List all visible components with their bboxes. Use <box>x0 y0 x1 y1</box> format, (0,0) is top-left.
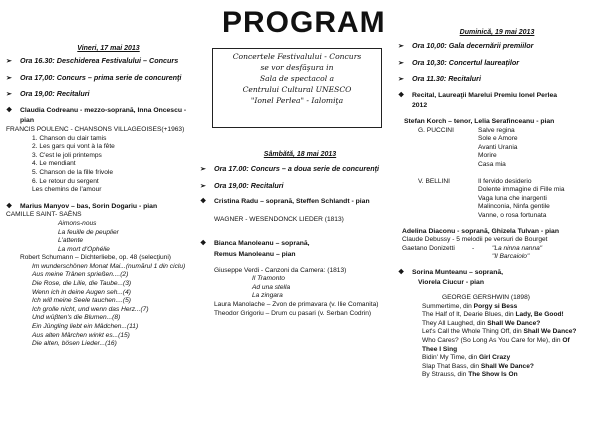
arrow-bullet-icon: ➢ <box>200 180 207 190</box>
program-item: WAGNER - WESENDONCK LIEDER (1813) <box>214 215 344 223</box>
intro-line: Concertele Festivalului - Concurs <box>232 52 362 61</box>
diamond-bullet-icon: ❖ <box>6 106 13 114</box>
performers: ❖ Sorina Munteanu – soprană, <box>398 268 504 276</box>
song-title: Slap That Bass, din <box>422 362 481 370</box>
song: Aimons-nous <box>58 219 97 227</box>
performers: pian <box>20 117 34 125</box>
saturday-column <box>200 150 400 318</box>
intro-line: se vor desfăşura in <box>260 63 334 72</box>
song: 1. Chanson du clair tamis <box>32 134 107 142</box>
show-title: Shall We Dance? <box>480 362 534 370</box>
performers: ❖ Bianca Manoleanu – soprană, <box>200 240 310 248</box>
composer-row <box>398 127 596 136</box>
performers: Viorela Ciucur - pian <box>418 279 484 287</box>
event-item: ➢ Ora 16.30: Deschiderea Festivalului – Concurs <box>6 56 179 65</box>
song: Avanti Urania <box>478 143 518 151</box>
song: Aus meine Tränen spriеßen....(2) <box>32 271 129 279</box>
song: Ich will meine Seele tauchen....(5) <box>32 297 131 305</box>
arrow-bullet-icon: ➢ <box>398 41 405 50</box>
composer: GEORGE GERSHWIN (1898) <box>442 294 530 302</box>
composer: V. BELLINI <box>418 177 451 185</box>
song: Ad una stella <box>252 283 291 291</box>
event-item: ➢ Ora 19,00: Recitaluri <box>6 89 90 99</box>
composer: Robert Schumann – Dichterliebe, op. 48 (selecţiuni) <box>20 254 172 262</box>
composer: FRANCIS POULENC - CHANSONS VILLAGEOISES(+1963) <box>6 125 185 133</box>
song <box>422 328 596 337</box>
composer-row <box>398 245 596 254</box>
diamond-bullet-icon: ❖ <box>200 198 207 206</box>
show-title: Lady, Be Good! <box>515 311 564 319</box>
performers: Stefan Korch – tenor, Lelia Serafinceanu - pian <box>404 117 555 125</box>
recital-title: ❖ Recital, Laureaţii Marelui Premiu Ionel Perlea <box>398 91 558 99</box>
diamond-bullet-icon: ❖ <box>200 240 207 248</box>
event-item: ➢ Ora 17.00: Concurs – a doua serie de concurenţi <box>200 164 379 173</box>
song <box>422 303 596 312</box>
song-title: Summertime, din <box>422 302 474 310</box>
song <box>422 311 596 320</box>
song: 4. Le mendiant <box>32 160 76 168</box>
song-list <box>398 303 596 380</box>
song-title: Bidin' My Time, din <box>422 354 479 362</box>
performers: ❖ Marius Manyov – bas, Sorin Dogariu - pian <box>6 202 158 210</box>
song: Morire <box>478 152 497 160</box>
event-item: ➢ Ora 17,00: Concurs – prima serie de concurenţi <box>6 72 182 82</box>
song: Wenn ich in deine Augen seh...(4) <box>32 288 131 296</box>
diamond-bullet-icon: ❖ <box>6 202 13 210</box>
show-title: Of <box>562 337 570 345</box>
song: Il Tramonto <box>252 275 285 283</box>
song-title: They All Laughed, din <box>422 319 488 327</box>
song: Ein Jüngling liebt ein Mädchen...(11) <box>32 323 139 331</box>
arrow-bullet-icon: ➢ <box>6 72 13 82</box>
song-title: The Half of It, Dearie Blues, din <box>422 311 516 319</box>
composer: G. PUCCINI <box>418 126 454 134</box>
song: Dolente immagine di Fille mia <box>478 186 565 194</box>
arrow-bullet-icon: ➢ <box>6 56 13 65</box>
intro-line: Centrului Cultural UNESCO <box>242 85 352 94</box>
song: Vaga luna che inargenti <box>478 194 547 202</box>
event-item: ➢ Ora 10,30: Concertul laureaţilor <box>398 57 520 67</box>
performers: ❖ Claudia Codreanu - mezzo-soprană, Inna Oncescu - <box>6 106 187 114</box>
song: Casa mia <box>478 160 506 168</box>
diamond-bullet-icon: ❖ <box>398 91 405 99</box>
song: Salve regina <box>478 126 515 134</box>
song: Und wüβten's die Blumen...(8) <box>32 314 121 322</box>
song: 5. Chanson de la fille frivole <box>32 168 114 176</box>
song: La mort d'Ophélie <box>58 245 110 253</box>
friday-column <box>6 44 211 349</box>
arrow-bullet-icon: ➢ <box>200 164 207 173</box>
song: Vanne, o rosa fortunata <box>478 211 547 219</box>
song: L'attente <box>58 237 84 245</box>
song: Il fervido desiderio <box>478 177 532 185</box>
song: La zingara <box>252 292 283 300</box>
page-title: PROGRAM <box>222 6 386 39</box>
composer: Giuseppe Verdi - Canzoni da Camera: (1813) <box>214 266 347 274</box>
diamond-bullet-icon: ❖ <box>398 268 405 276</box>
intro-line: Sala de spectacol a <box>259 74 335 83</box>
song <box>422 371 596 380</box>
event-item: ➢ Ora 10,00: Gala decernării premiilor <box>398 41 534 50</box>
song <box>422 337 596 346</box>
arrow-bullet-icon: ➢ <box>398 57 405 67</box>
show-title: Shall We Dance? <box>523 328 577 336</box>
song: "Il Barcaiolo" <box>492 253 530 261</box>
program-item: Theodor Grigoriu – Drum cu pasari (v. Serban Codrin) <box>214 309 372 317</box>
sunday-column <box>398 28 596 380</box>
song: 3. C'est le joli printemps <box>32 151 102 159</box>
song: Die alten, bösen Lieder...(16) <box>32 340 117 348</box>
dash: - <box>472 244 475 252</box>
recital-year: 2012 <box>412 102 428 110</box>
show-title: Shall We Dance? <box>487 319 541 327</box>
composer: CAMILLE SAINT- SAËNS <box>6 211 82 219</box>
song: 2. Les gars qui vont à la fête <box>32 143 115 151</box>
show-title: Thee I Sing <box>422 345 458 353</box>
song-title: Who Cares? (So Long As You Care for Me), din <box>422 337 563 345</box>
intro-line: "Ionel Perlea" - Ialomiţa <box>250 96 344 105</box>
performers: Remus Manoleanu – pian <box>214 250 296 258</box>
song: Sole e Amore <box>478 135 518 143</box>
song: Die Rose, die Lilie, die Taube...(3) <box>32 280 132 288</box>
intro-box <box>212 48 382 128</box>
arrow-bullet-icon: ➢ <box>6 89 13 99</box>
song: La feuille de peuplier <box>58 228 119 236</box>
sunday-heading: Duminică, 19 mai 2013 <box>459 29 535 36</box>
song <box>422 363 596 372</box>
song-title: Let's Call the Whole Thing Off, din <box>422 328 524 336</box>
event-item: ➢ Ora 11.30: Recitaluri <box>398 74 481 84</box>
song: Im wunderschönen Monat Mai...(numărul 1 din ciclu) <box>32 262 186 270</box>
program-item: Laura Manolache – Zvon de primavara (v. Ilie Comanita) <box>214 300 379 308</box>
composer: Gaetano Donizetti <box>402 244 455 252</box>
arrow-bullet-icon: ➢ <box>398 74 405 84</box>
song: 6. Le retour du sergent <box>32 177 99 185</box>
event-item: ➢ Ora 19,00: Recitaluri <box>200 180 284 190</box>
program-item: Claude Debussy - 5 melodii pe versuri de Bourget <box>402 236 548 244</box>
show-title: Girl Crazy <box>478 354 511 362</box>
composer-row <box>398 178 596 187</box>
show-title: Porgy si Bess <box>473 302 518 310</box>
saturday-heading: Sâmbătă, 18 mai 2013 <box>263 151 337 158</box>
friday-heading: Vineri, 17 mai 2013 <box>77 45 140 52</box>
show-title: The Show Is On <box>468 371 518 379</box>
song: Les chemins de l'amour <box>32 186 102 194</box>
performers: Adelina Diaconu - soprană, Ghizela Tulvan - pian <box>402 227 559 235</box>
song: Malinconia, Ninfa gentile <box>478 203 550 211</box>
song: "La ninna nanna" <box>492 244 543 252</box>
song: Aus alten Märchen winkt es...(15) <box>32 331 130 339</box>
song-title: By Strauss, din <box>422 371 469 379</box>
song <box>422 346 596 355</box>
performers: ❖ Cristina Radu – soprană, Steffen Schlandt - pian <box>200 198 370 206</box>
song <box>422 354 596 363</box>
song: Ich grolle nicht, und wenn das Herz...(7) <box>32 305 149 313</box>
song <box>422 320 596 329</box>
